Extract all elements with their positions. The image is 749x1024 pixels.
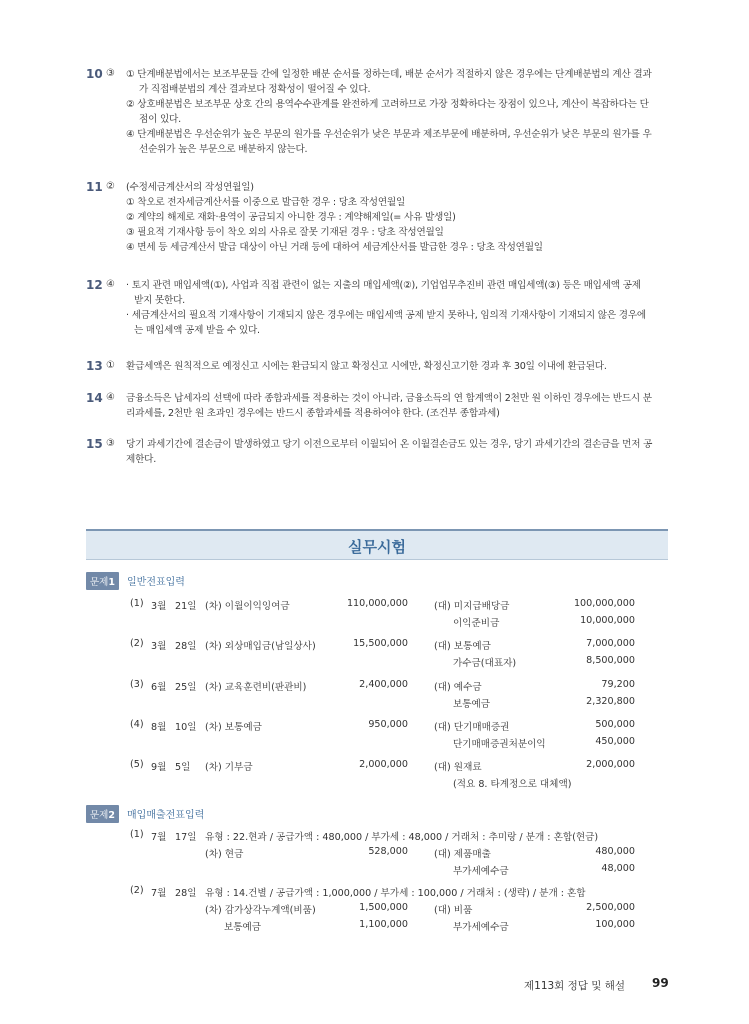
question-text-line: ② 상호배분법은 보조부문 상호 간의 용역수수관계를 완전하게 고려하므로 가장 정확하다는 장점이 있으나, 계산이 복잡하다는 단 bbox=[126, 99, 649, 110]
credit-account: (대) 예수금 bbox=[434, 682, 482, 693]
credit-amount: 7,000,000 bbox=[586, 638, 635, 649]
question-answer: ③ bbox=[106, 438, 115, 449]
credit-amount: 500,000 bbox=[595, 719, 635, 730]
entry-month: 3월 bbox=[151, 601, 167, 612]
question-answer: ④ bbox=[106, 392, 115, 403]
entry-day: 28일 bbox=[175, 888, 197, 899]
practice-title: 실무시험 bbox=[348, 538, 406, 556]
entry-day: 5일 bbox=[175, 762, 191, 773]
credit-amount: 79,200 bbox=[601, 679, 635, 690]
credit-account: 부가세예수금 bbox=[453, 866, 509, 877]
entry-day: 28일 bbox=[175, 641, 197, 652]
debit-amount: 2,400,000 bbox=[359, 679, 408, 690]
debit-amount: 528,000 bbox=[368, 846, 408, 857]
credit-amount: 2,320,800 bbox=[586, 696, 635, 707]
question-text-line: ④ 단계배분법은 우선순위가 높은 부문의 원가를 우선순위가 낮은 부문과 제조부문에 배분하며, 우선순위가 낮은 부문의 원가를 우 bbox=[126, 129, 652, 140]
question-text-line: 가 직접배분법의 계산 결과보다 정확성이 떨어질 수 있다. bbox=[139, 84, 371, 95]
question-text-line: 금융소득은 납세자의 선택에 따라 종합과세를 적용하는 것이 아니라, 금융소득의 연 합계액이 2천만 원 이하인 경우에는 반드시 분 bbox=[126, 393, 652, 404]
debit-amount: 1,500,000 bbox=[359, 902, 408, 913]
entry-month: 3월 bbox=[151, 641, 167, 652]
entry-day: 21일 bbox=[175, 601, 197, 612]
section2-title: 매입매출전표입력 bbox=[127, 810, 205, 821]
question-text-line: 환급세액은 원칙적으로 예정신고 시에는 환급되지 않고 확정신고 시에만, 확정신고기한 경과 후 30일 이내에 환급된다. bbox=[126, 361, 607, 372]
debit-account: (차) 외상매입금(남일상사) bbox=[205, 641, 316, 652]
question-text-line: · 토지 관련 매입세액(①), 사업과 직접 관련이 없는 지출의 매입세액(②), 기업업무추진비 관련 매입세액(③) 등은 매입세액 공제 bbox=[126, 280, 641, 291]
question-answer: ③ bbox=[106, 68, 115, 79]
question-number: 14 bbox=[86, 391, 103, 405]
question-text-line: ① 착오로 전자세금계산서를 이중으로 발급한 경우 : 당초 작성연월일 bbox=[126, 197, 406, 208]
credit-amount: 48,000 bbox=[601, 863, 635, 874]
entry-day: 10일 bbox=[175, 722, 197, 733]
credit-account: (대) 비품 bbox=[434, 905, 473, 916]
debit-account: (차) 교육훈련비(판관비) bbox=[205, 682, 307, 693]
question-answer: ② bbox=[106, 181, 115, 192]
debit-amount: 15,500,000 bbox=[353, 638, 408, 649]
question-text-line: 는 매입세액 공제 받을 수 있다. bbox=[134, 325, 260, 336]
entry-type-line: 유형 : 14.건별 / 공급가액 : 1,000,000 / 부가세 : 100,000 / 거래처 : (생략) / 분개 : 혼합 bbox=[205, 888, 586, 899]
credit-amount: 2,500,000 bbox=[586, 902, 635, 913]
entry-index: (2) bbox=[130, 638, 144, 649]
footer-label: 제113회 정답 및 해설 bbox=[524, 980, 626, 992]
credit-amount: 8,500,000 bbox=[586, 655, 635, 666]
question-text-line: ③ 필요적 기재사항 등이 착오 외의 사유로 잘못 기재된 경우 : 당초 작성연월일 bbox=[126, 227, 444, 238]
section1-title: 일반전표입력 bbox=[127, 577, 185, 588]
question-number: 15 bbox=[86, 437, 103, 451]
entry-day: 25일 bbox=[175, 682, 197, 693]
question-number: 11 bbox=[86, 180, 103, 194]
credit-amount: 450,000 bbox=[595, 736, 635, 747]
debit-amount: 1,100,000 bbox=[359, 919, 408, 930]
entry-type-line: 유형 : 22.현과 / 공급가액 : 480,000 / 부가세 : 48,000 / 거래처 : 추미랑 / 분개 : 혼합(현금) bbox=[205, 832, 599, 843]
credit-account: 가수금(대표자) bbox=[453, 658, 517, 669]
entry-month: 8월 bbox=[151, 722, 167, 733]
debit-account: (차) 감가상각누계액(비품) bbox=[205, 905, 316, 916]
question-text-line: 리과세를, 2천만 원 초과인 경우에는 반드시 종합과세를 적용하여야 한다. (조건부 종합과세) bbox=[126, 408, 500, 419]
credit-amount: 10,000,000 bbox=[580, 615, 635, 626]
credit-account: (대) 제품매출 bbox=[434, 849, 491, 860]
credit-account: (대) 단기매매증권 bbox=[434, 722, 510, 733]
question-text-line: ④ 면세 등 세금계산서 발급 대상이 아닌 거래 등에 대하여 세금계산서를 발급한 경우 : 당초 작성연월일 bbox=[126, 242, 543, 253]
section1-badge: 문제1 bbox=[86, 572, 119, 590]
question-number: 13 bbox=[86, 359, 103, 373]
question-text-line: ② 계약의 해제로 재화·용역이 공급되지 아니한 경우 : 계약해제일(= 사유 발생일) bbox=[126, 212, 456, 223]
credit-account: 이익준비금 bbox=[453, 618, 500, 629]
credit-amount: 100,000,000 bbox=[573, 598, 635, 609]
debit-amount: 2,000,000 bbox=[359, 759, 408, 770]
credit-account: (대) 원재료 bbox=[434, 762, 482, 773]
debit-amount: 950,000 bbox=[368, 719, 408, 730]
question-answer: ① bbox=[106, 360, 115, 371]
entry-index: (5) bbox=[130, 759, 144, 770]
entry-month: 7월 bbox=[151, 888, 167, 899]
question-text-line: 선순위가 높은 부문으로 배분하지 않는다. bbox=[139, 144, 308, 155]
question-number: 12 bbox=[86, 278, 103, 292]
question-text-line: ① 단계배분법에서는 보조부문들 간에 일정한 배분 순서를 정하는데, 배분 순서가 적절하지 않은 경우에는 단계배분법의 계산 결과 bbox=[126, 69, 652, 80]
question-text-line: 점이 있다. bbox=[139, 114, 181, 125]
entry-day: 17일 bbox=[175, 832, 197, 843]
entry-month: 6월 bbox=[151, 682, 167, 693]
entry-index: (3) bbox=[130, 679, 144, 690]
question-text-line: 제한다. bbox=[126, 454, 157, 465]
credit-amount: 100,000 bbox=[595, 919, 635, 930]
credit-account: (대) 미지급배당금 bbox=[434, 601, 510, 612]
entry-index: (2) bbox=[130, 885, 144, 896]
credit-account: (대) 보통예금 bbox=[434, 641, 491, 652]
entry-month: 7월 bbox=[151, 832, 167, 843]
question-text-line: (수정세금계산서의 작성연월일) bbox=[126, 182, 254, 193]
page-number: 99 bbox=[652, 976, 669, 990]
entry-index: (1) bbox=[130, 829, 144, 840]
question-text-line: 당기 과세기간에 결손금이 발생하였고 당기 이전으로부터 이월되어 온 이월결손금도 있는 경우, 당기 과세기간의 결손금을 먼저 공 bbox=[126, 439, 653, 450]
debit-account: (차) 보통예금 bbox=[205, 722, 262, 733]
entry-month: 9월 bbox=[151, 762, 167, 773]
question-text-line: 받지 못한다. bbox=[134, 295, 186, 306]
credit-amount: 2,000,000 bbox=[586, 759, 635, 770]
debit-account: 보통예금 bbox=[224, 922, 262, 933]
debit-account: (차) 이월이익잉여금 bbox=[205, 601, 290, 612]
credit-account: 보통예금 bbox=[453, 699, 491, 710]
question-answer: ④ bbox=[106, 279, 115, 290]
practice-title-bar bbox=[86, 529, 668, 560]
credit-amount: 480,000 bbox=[595, 846, 635, 857]
credit-account: 단기매매증권처분이익 bbox=[453, 739, 546, 750]
entry-index: (1) bbox=[130, 598, 144, 609]
credit-account: (적요 8. 타계정으로 대체액) bbox=[453, 779, 572, 790]
debit-account: (차) 현금 bbox=[205, 849, 244, 860]
section2-badge: 문제2 bbox=[86, 805, 119, 823]
question-number: 10 bbox=[86, 67, 103, 81]
entry-index: (4) bbox=[130, 719, 144, 730]
debit-amount: 110,000,000 bbox=[346, 598, 408, 609]
debit-account: (차) 기부금 bbox=[205, 762, 253, 773]
question-text-line: · 세금계산서의 필요적 기재사항이 기재되지 않은 경우에는 매입세액 공제 받지 못하나, 임의적 기재사항이 기재되지 않은 경우에 bbox=[126, 310, 646, 321]
credit-account: 부가세예수금 bbox=[453, 922, 509, 933]
